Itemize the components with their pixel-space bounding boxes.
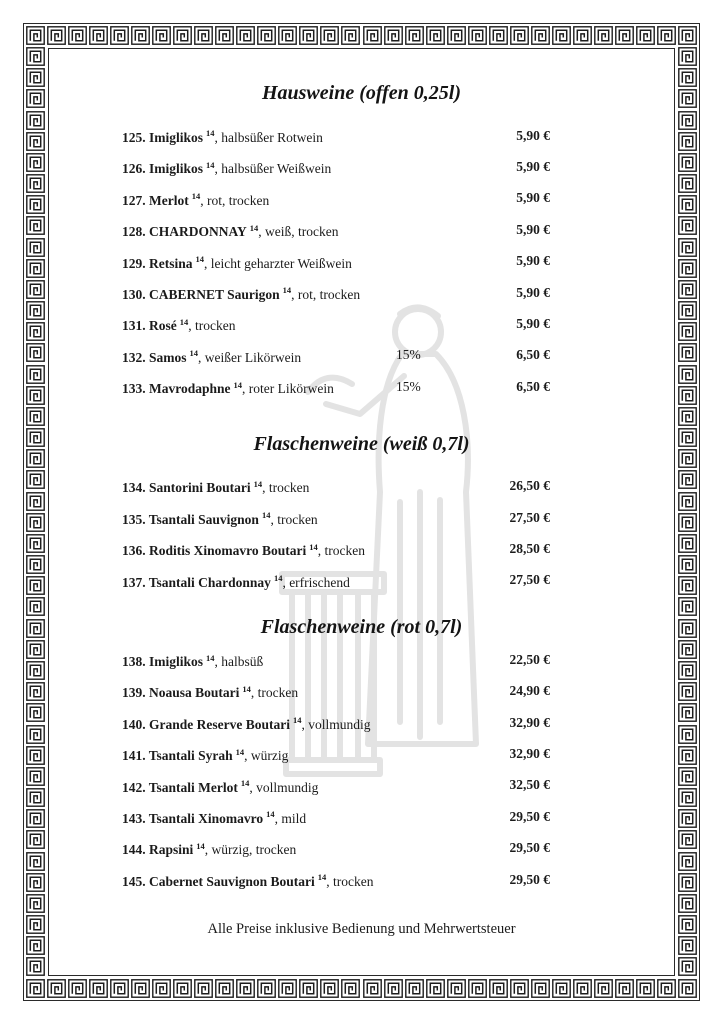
- greek-key-tile: [26, 174, 45, 193]
- greek-key-tile: [489, 979, 508, 998]
- item-text: [122, 680, 396, 703]
- item-name: 143. Tsantali Xinomavro: [122, 810, 264, 826]
- greek-key-tile: [678, 703, 697, 722]
- item-name: 126. Imiglikos: [122, 161, 204, 177]
- item-description: , weiß, trocken: [258, 224, 339, 240]
- greek-key-tile: [26, 470, 45, 489]
- item-text: [122, 250, 396, 273]
- item-description: , trocken: [262, 480, 310, 496]
- greek-key-tile: [26, 682, 45, 701]
- greek-key-tile: [131, 979, 150, 998]
- item-price: 5,90 €: [516, 316, 550, 332]
- greek-key-tile: [636, 26, 655, 45]
- footnote-ref: 14: [253, 478, 263, 489]
- greek-key-tile: [426, 979, 445, 998]
- item-description: , halbsüßer Rotwein: [214, 129, 323, 145]
- menu-item-row: [122, 183, 550, 214]
- footnote-ref: 14: [179, 316, 189, 327]
- item-name: 125. Imiglikos: [122, 129, 204, 145]
- greek-key-tile: [215, 979, 234, 998]
- menu-item-row: [122, 120, 550, 151]
- menu-item-row: [122, 707, 550, 738]
- item-alcohol-percent: 15%: [396, 378, 421, 394]
- greek-key-tile: [47, 26, 66, 45]
- menu-item-row: [122, 340, 550, 371]
- greek-key-tile: [26, 513, 45, 532]
- item-price: 5,90 €: [516, 159, 550, 175]
- greek-key-tile: [678, 407, 697, 426]
- item-price: 5,90 €: [516, 190, 550, 206]
- greek-key-tile: [26, 661, 45, 680]
- greek-key-tile: [26, 979, 45, 998]
- greek-key-tile: [678, 894, 697, 913]
- item-name: 142. Tsantali Merlot: [122, 779, 238, 795]
- footnote-ref: 14: [282, 285, 292, 296]
- item-price: 5,90 €: [516, 221, 550, 237]
- greek-key-tile: [341, 979, 360, 998]
- footnote-ref: 14: [240, 778, 250, 789]
- menu-item-row: [122, 502, 550, 533]
- item-price: 29,50 €: [509, 840, 550, 856]
- menu-item-row: [122, 533, 550, 564]
- footnote-ref: 14: [206, 159, 215, 170]
- menu-item-row: [122, 644, 550, 675]
- item-price: 32,90 €: [509, 714, 550, 730]
- item-price: 5,90 €: [516, 253, 550, 269]
- greek-key-tile: [678, 767, 697, 786]
- greek-key-tile: [299, 979, 318, 998]
- item-name: 135. Tsantali Sauvignon: [122, 511, 259, 527]
- greek-key-tile: [678, 788, 697, 807]
- greek-key-tile: [26, 788, 45, 807]
- footnote-ref: 14: [242, 683, 251, 694]
- menu-item-row: [122, 864, 550, 895]
- item-price: 5,90 €: [516, 284, 550, 300]
- greek-key-tile: [573, 979, 592, 998]
- greek-key-tile: [678, 365, 697, 384]
- greek-key-tile: [678, 936, 697, 955]
- greek-key-tile: [26, 301, 45, 320]
- item-price: 6,50 €: [516, 378, 550, 394]
- greek-key-tile: [363, 979, 382, 998]
- menu-item-row: [122, 471, 550, 502]
- item-description: , trocken: [326, 873, 374, 889]
- greek-key-tile: [657, 979, 676, 998]
- section-title: Flaschenweine (weiß 0,7l): [253, 432, 470, 455]
- greek-key-tile: [678, 153, 697, 172]
- item-text: [122, 538, 396, 561]
- item-price: 26,50 €: [509, 478, 550, 494]
- item-price: 27,50 €: [509, 572, 550, 588]
- greek-key-tile: [26, 809, 45, 828]
- greek-key-tile: [26, 555, 45, 574]
- greek-key-tile: [678, 873, 697, 892]
- border-left: [26, 47, 45, 977]
- item-description: , mild: [274, 810, 307, 826]
- item-name: 139. Noausa Boutari: [122, 685, 240, 701]
- greek-key-tile: [405, 979, 424, 998]
- greek-key-tile: [615, 26, 634, 45]
- menu-item-row: [122, 832, 550, 863]
- greek-key-tile: [26, 894, 45, 913]
- greek-key-tile: [26, 725, 45, 744]
- item-name: 141. Tsantali Syrah: [122, 748, 233, 764]
- footnote-ref: 14: [292, 715, 302, 726]
- greek-key-tile: [236, 979, 255, 998]
- greek-key-tile: [152, 979, 171, 998]
- greek-key-tile: [26, 576, 45, 595]
- greek-key-tile: [678, 195, 697, 214]
- footnote-ref: 14: [317, 872, 327, 883]
- greek-key-tile: [678, 216, 697, 235]
- item-price: 32,50 €: [509, 777, 550, 793]
- greek-key-tile: [594, 26, 613, 45]
- greek-key-tile: [678, 534, 697, 553]
- footnote-ref: 14: [195, 254, 204, 264]
- greek-key-tile: [68, 26, 87, 45]
- item-text: [122, 313, 396, 336]
- item-description: , leicht geharzter Weißwein: [204, 255, 352, 271]
- item-name: 132. Samos: [122, 349, 187, 365]
- greek-key-tile: [678, 301, 697, 320]
- greek-key-tile: [678, 47, 697, 66]
- item-price: 27,50 €: [509, 509, 550, 525]
- footnote-ref: 14: [206, 128, 215, 139]
- border-right: [678, 47, 697, 977]
- greek-key-tile: [678, 957, 697, 976]
- item-price: 24,90 €: [509, 683, 550, 699]
- item-name: 134. Santorini Boutari: [122, 480, 251, 496]
- item-name: 140. Grande Reserve Boutari: [122, 716, 290, 732]
- item-description: , halbsüß: [214, 654, 264, 670]
- footnote-ref: 14: [249, 222, 259, 233]
- greek-key-tile: [26, 534, 45, 553]
- footer-note: Alle Preise inklusive Bedienung und Mehrwertsteuer: [207, 921, 516, 938]
- greek-key-tile: [47, 979, 66, 998]
- greek-key-tile: [678, 132, 697, 151]
- greek-key-tile: [26, 873, 45, 892]
- item-text: [122, 219, 396, 242]
- item-description: , weißer Likörwein: [198, 349, 302, 365]
- greek-key-tile: [26, 216, 45, 235]
- footnote-ref: 14: [261, 510, 271, 521]
- greek-key-tile: [552, 26, 571, 45]
- item-text: [122, 124, 396, 147]
- item-alcohol-percent: 15%: [396, 347, 421, 363]
- greek-key-tile: [678, 343, 697, 362]
- item-text: [122, 837, 396, 860]
- menu-item-row: [122, 770, 550, 801]
- greek-key-tile: [194, 979, 213, 998]
- greek-key-tile: [636, 979, 655, 998]
- greek-key-tile: [678, 555, 697, 574]
- item-text: [122, 156, 396, 179]
- item-description: , trocken: [270, 511, 318, 527]
- item-name: 130. CABERNET Saurigon: [122, 286, 280, 302]
- border-bottom: [26, 979, 697, 998]
- greek-key-tile: [26, 767, 45, 786]
- greek-key-tile: [531, 979, 550, 998]
- menu-item-row: [122, 565, 550, 596]
- menu-item-row: [122, 675, 550, 706]
- menu-section: [122, 614, 550, 895]
- item-text: [122, 711, 396, 734]
- greek-key-tile: [26, 852, 45, 871]
- item-name: 133. Mavrodaphne: [122, 381, 231, 397]
- item-description: , halbsüßer Weißwein: [214, 161, 332, 177]
- footnote-ref: 14: [196, 840, 205, 851]
- item-text: [122, 281, 396, 304]
- footnote-ref: 14: [273, 573, 283, 584]
- menu-sections: [122, 80, 550, 895]
- item-price: 6,50 €: [516, 347, 550, 363]
- item-text: [122, 569, 396, 592]
- greek-key-tile: [26, 640, 45, 659]
- section-title: Flaschenweine (rot 0,7l): [260, 616, 463, 639]
- greek-key-tile: [26, 746, 45, 765]
- greek-key-tile: [678, 746, 697, 765]
- greek-key-tile: [678, 830, 697, 849]
- greek-key-tile: [678, 111, 697, 130]
- item-description: , vollmundig: [301, 716, 371, 732]
- greek-key-tile: [678, 725, 697, 744]
- greek-key-tile: [678, 640, 697, 659]
- greek-key-tile: [678, 470, 697, 489]
- greek-key-tile: [26, 111, 45, 130]
- greek-key-tile: [89, 979, 108, 998]
- menu-item-row: [122, 371, 550, 402]
- greek-key-tile: [26, 132, 45, 151]
- item-text: [122, 774, 396, 797]
- menu-section: [122, 431, 550, 597]
- greek-key-tile: [26, 153, 45, 172]
- greek-key-tile: [573, 26, 592, 45]
- item-text: [122, 376, 396, 399]
- greek-key-tile: [678, 259, 697, 278]
- item-description: , würzig: [244, 748, 289, 764]
- item-description: , rot, trocken: [291, 286, 361, 302]
- greek-key-tile: [678, 513, 697, 532]
- menu-item-row: [122, 738, 550, 769]
- greek-key-tile: [26, 259, 45, 278]
- footnote-ref: 14: [206, 652, 215, 663]
- item-name: 127. Merlot: [122, 192, 189, 208]
- menu-item-row: [122, 277, 550, 308]
- footnote-ref: 14: [309, 541, 318, 552]
- item-description: , erfrischend: [282, 574, 350, 590]
- item-name: 137. Tsantali Chardonnay: [122, 574, 271, 590]
- item-text: [122, 743, 396, 766]
- greek-key-tile: [26, 238, 45, 257]
- greek-key-tile: [26, 492, 45, 511]
- item-description: , trocken: [317, 543, 365, 559]
- greek-key-tile: [26, 407, 45, 426]
- greek-key-tile: [678, 979, 697, 998]
- greek-key-tile: [468, 979, 487, 998]
- greek-key-tile: [26, 343, 45, 362]
- menu-item-row: [122, 246, 550, 277]
- item-text: [122, 649, 396, 672]
- greek-key-tile: [384, 979, 403, 998]
- item-price: 22,50 €: [509, 651, 550, 667]
- item-name: 129. Retsina: [122, 255, 193, 271]
- item-text: [122, 475, 396, 498]
- greek-key-tile: [552, 979, 571, 998]
- item-text: [122, 506, 396, 529]
- item-name: 138. Imiglikos: [122, 654, 204, 670]
- greek-key-tile: [678, 492, 697, 511]
- item-name: 136. Roditis Xinomavro Boutari: [122, 543, 307, 559]
- item-price: 29,50 €: [509, 871, 550, 887]
- item-description: , roter Likörwein: [242, 381, 334, 397]
- item-description: , würzig, trocken: [204, 842, 297, 858]
- item-text: [122, 344, 396, 367]
- greek-key-tile: [510, 979, 529, 998]
- item-description: , rot, trocken: [200, 192, 270, 208]
- greek-key-tile: [26, 936, 45, 955]
- greek-key-tile: [173, 979, 192, 998]
- greek-key-tile: [678, 576, 697, 595]
- item-text: [122, 868, 396, 891]
- greek-key-tile: [26, 365, 45, 384]
- greek-key-tile: [678, 809, 697, 828]
- item-price: 29,50 €: [509, 808, 550, 824]
- menu-content: [122, 0, 550, 938]
- item-price: 5,90 €: [516, 127, 550, 143]
- greek-key-tile: [594, 979, 613, 998]
- greek-key-tile: [657, 26, 676, 45]
- greek-key-tile: [447, 979, 466, 998]
- item-name: 145. Cabernet Sauvignon Boutari: [122, 873, 315, 889]
- greek-key-tile: [26, 195, 45, 214]
- greek-key-tile: [678, 322, 697, 341]
- greek-key-tile: [678, 174, 697, 193]
- greek-key-tile: [678, 386, 697, 405]
- item-price: 28,50 €: [509, 540, 550, 556]
- item-name: 144. Rapsini: [122, 842, 194, 858]
- item-description: , trocken: [250, 685, 299, 701]
- greek-key-tile: [678, 280, 697, 299]
- greek-key-tile: [26, 280, 45, 299]
- item-text: [122, 187, 396, 210]
- footnote-ref: 14: [266, 809, 275, 820]
- greek-key-tile: [678, 661, 697, 680]
- greek-key-tile: [26, 47, 45, 66]
- greek-key-tile: [89, 26, 108, 45]
- item-description: , vollmundig: [249, 779, 319, 795]
- footnote-ref: 14: [189, 348, 199, 359]
- item-text: [122, 805, 396, 828]
- menu-item-row: [122, 151, 550, 182]
- section-title: Hausweine (offen 0,25l): [261, 82, 462, 104]
- greek-key-tile: [678, 26, 697, 45]
- greek-key-tile: [678, 238, 697, 257]
- greek-key-tile: [678, 682, 697, 701]
- greek-key-tile: [278, 979, 297, 998]
- greek-key-tile: [257, 979, 276, 998]
- footnote-ref: 14: [191, 191, 201, 202]
- item-price: 32,90 €: [509, 745, 550, 761]
- menu-item-row: [122, 214, 550, 245]
- footnote-ref: 14: [235, 746, 245, 757]
- item-description: , trocken: [188, 318, 236, 334]
- greek-key-tile: [615, 979, 634, 998]
- greek-key-tile: [678, 852, 697, 871]
- greek-key-tile: [26, 957, 45, 976]
- greek-key-tile: [68, 979, 87, 998]
- item-name: 128. CHARDONNAY: [122, 224, 247, 240]
- greek-key-tile: [26, 386, 45, 405]
- menu-item-row: [122, 308, 550, 339]
- greek-key-tile: [26, 703, 45, 722]
- footnote-ref: 14: [233, 379, 243, 390]
- greek-key-tile: [26, 322, 45, 341]
- greek-key-tile: [320, 979, 339, 998]
- menu-item-row: [122, 801, 550, 832]
- item-name: 131. Rosé: [122, 318, 177, 334]
- greek-key-tile: [26, 26, 45, 45]
- greek-key-tile: [110, 979, 129, 998]
- greek-key-tile: [26, 830, 45, 849]
- menu-section: [122, 80, 550, 403]
